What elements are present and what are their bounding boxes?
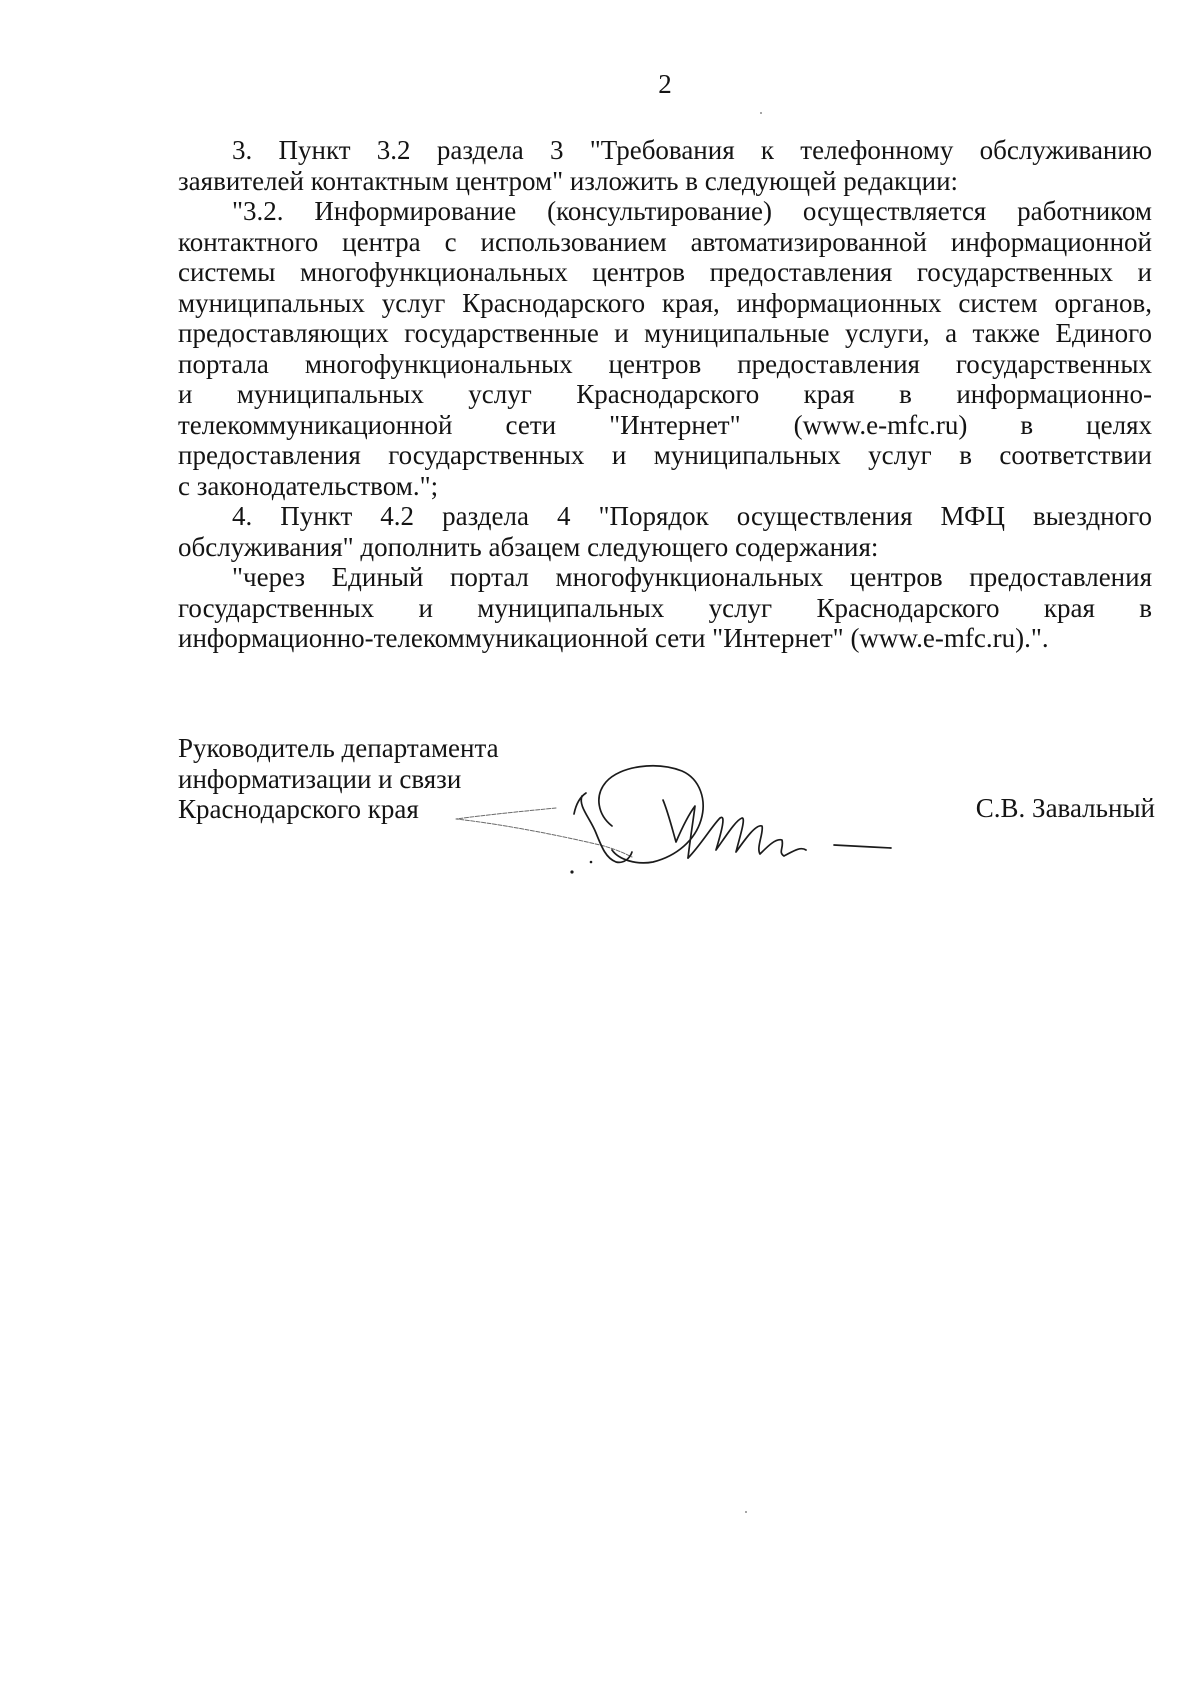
paragraph-item-4 — [178, 501, 1152, 562]
signature-stroke — [581, 796, 632, 862]
paragraph-item-3 — [178, 135, 1152, 196]
signature-dot — [590, 861, 593, 864]
text-line: государственных и муниципальных услуг Краснодарского края в — [178, 592, 1152, 623]
text-line: портала многофункциональных центров предоставления государственных — [178, 348, 1152, 379]
document-body — [178, 135, 1152, 654]
handwritten-signature — [450, 755, 900, 885]
signature-stroke — [688, 817, 806, 858]
text-line: контактного центра с использованием автоматизированной информационной — [178, 226, 1152, 257]
text-line: 4. Пункт 4.2 раздела 4 "Порядок осуществления МФЦ выездного — [232, 501, 1152, 531]
paragraph-quoted-addition — [178, 562, 1152, 654]
text-line: предоставления государственных и муниципальных услуг в соответствии — [178, 440, 1152, 470]
scan-speck — [745, 1511, 747, 1513]
signature-stroke — [456, 808, 632, 857]
text-line: "через Единый портал многофункциональных центров предоставления — [232, 562, 1152, 592]
scan-speck — [760, 112, 762, 114]
signature-stroke — [834, 845, 891, 848]
text-line: 3. Пункт 3.2 раздела 3 "Требования к телефонному обслуживанию — [232, 135, 1152, 165]
signer-position-line: Краснодарского края — [178, 794, 419, 824]
text-line: муниципальных услуг Краснодарского края, информационных систем органов, — [178, 287, 1152, 318]
text-line: и муниципальных услуг Краснодарского края в информационно- — [178, 379, 1152, 409]
paragraph-quoted-3-2 — [178, 196, 1152, 501]
page-number: 2 — [658, 69, 672, 99]
signature-stroke — [599, 766, 703, 863]
signer-position-line: информатизации и связи — [178, 763, 462, 794]
text-line: системы многофункциональных центров предоставления государственных и — [178, 257, 1152, 287]
text-line: обслуживания" дополнить абзацем следующего содержания: — [178, 531, 879, 562]
text-line: "3.2. Информирование (консультирование) осуществляется работником — [232, 196, 1152, 226]
signer-name: С.В. Завальный — [975, 793, 1155, 823]
text-line: информационно-телекоммуникационной сети "Интернет" (www.e-mfc.ru).". — [178, 623, 1049, 653]
text-line: заявителей контактным центром" изложить в следующей редакции: — [178, 165, 959, 196]
text-line: телекоммуникационной сети "Интернет" (www.e-mfc.ru) в целях — [178, 409, 1152, 440]
text-line: предоставляющих государственные и муниципальные услуги, а также Единого — [178, 318, 1152, 348]
signature-dot — [570, 870, 573, 873]
text-line: с законодательством."; — [178, 470, 439, 501]
signer-position-line: Руководитель департамента — [178, 733, 499, 763]
